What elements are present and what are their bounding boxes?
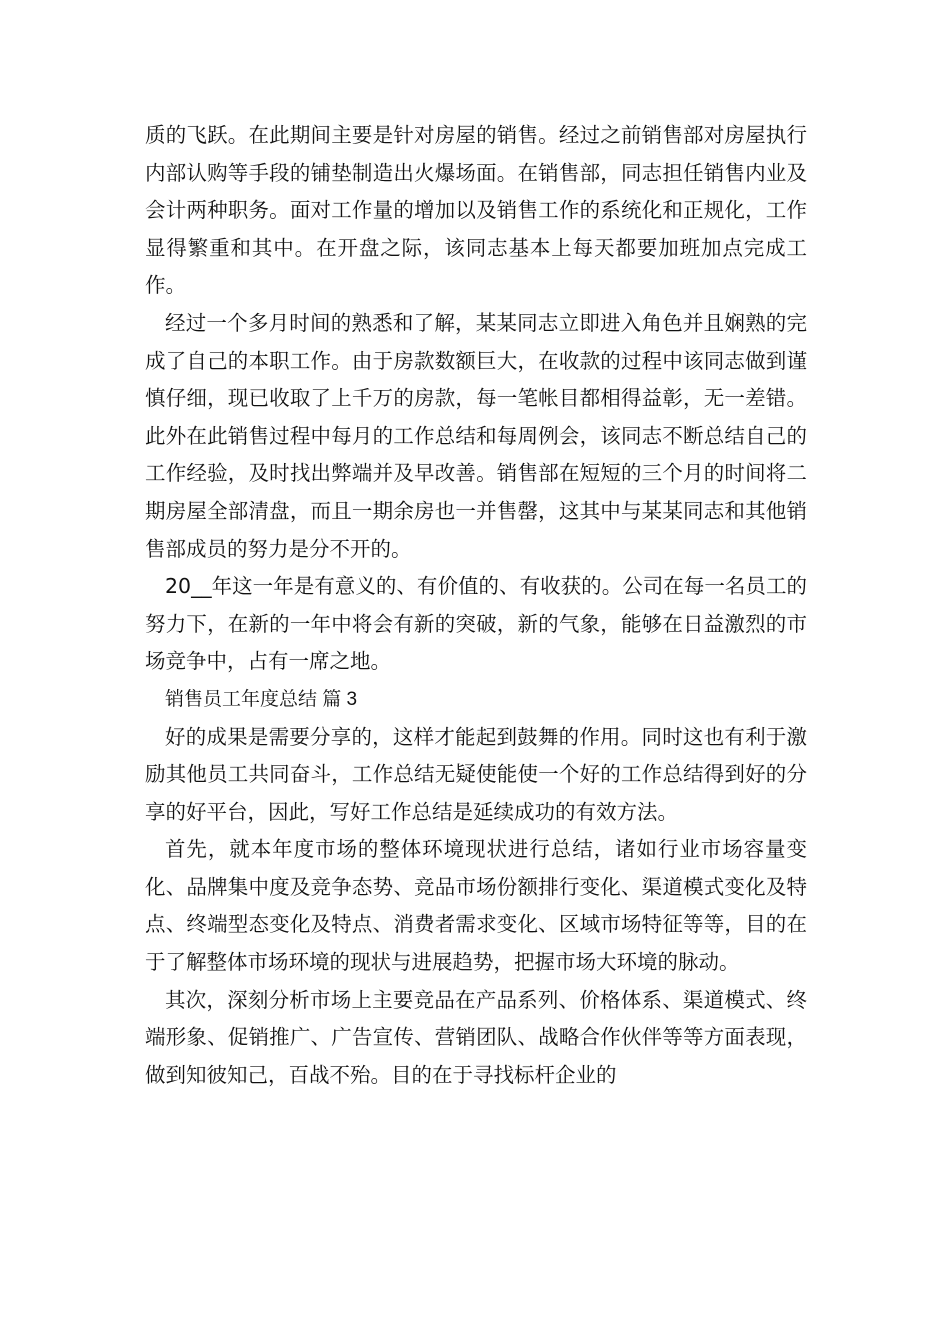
paragraph-continuation: 质的飞跃。在此期间主要是针对房屋的销售。经过之前销售部对房屋执行内部认购等手段的铺垫制造出火爆场面。在销售部，同志担任销售内业及会计两种职务。面对工作量的增加以及销售工作的系统化和正规化，工作显得繁重和其中。在开盘之际，该同志基本上每天都要加班加点完成工作。 [145,123,807,298]
paragraph-year-summary: 20__年这一年是有意义的、有价值的、有收获的。公司在每一名员工的努力下，在新的一年中将会有新的突破，新的气象，能够在日益激烈的市场竞争中，占有一席之地。 [145,574,807,674]
paragraph-sharing-results: 好的成果是需要分享的，这样才能起到鼓舞的作用。同时这也有利于激励其他员工共同奋斗，工作总结无疑使能使一个好的工作总结得到好的分享的好平台，因此，写好工作总结是延续成功的有效方法。 [145,724,807,824]
paragraph-market-environment: 首先，就本年度市场的整体环境现状进行总结，诸如行业市场容量变化、品牌集中度及竞争态势、竞品市场份额排行变化、渠道模式变化及特点、终端型态变化及特点、消费者需求变化、区域市场特征等等，目的在于了解整体市场环境的现状与进展趋势，把握市场大环境的脉动。 [145,837,807,975]
paragraph-competitor-analysis: 其次，深刻分析市场上主要竞品在产品系列、价格体系、渠道模式、终端形象、促销推广、广告宣传、营销团队、战略合作伙伴等等方面表现，做到知彼知己，百战不殆。目的在于寻找标杆企业的 [145,987,807,1087]
document-body [145,117,807,1094]
section-heading: 销售员工年度总结 篇 3 [165,688,358,710]
paragraph-familiarization: 经过一个多月时间的熟悉和了解，某某同志立即进入角色并且娴熟的完成了自己的本职工作。由于房款数额巨大，在收款的过程中该同志做到谨慎仔细，现已收取了上千万的房款，每一笔帐目都相得益彰，无一差错。此外在此销售过程中每月的工作总结和每周例会，该同志不断总结自己的工作经验，及时找出弊端并及早改善。销售部在短短的三个月的时间将二期房屋全部清盘，而且一期余房也一并售罄，这其中与某某同志和其他销售部成员的努力是分不开的。 [145,310,807,561]
